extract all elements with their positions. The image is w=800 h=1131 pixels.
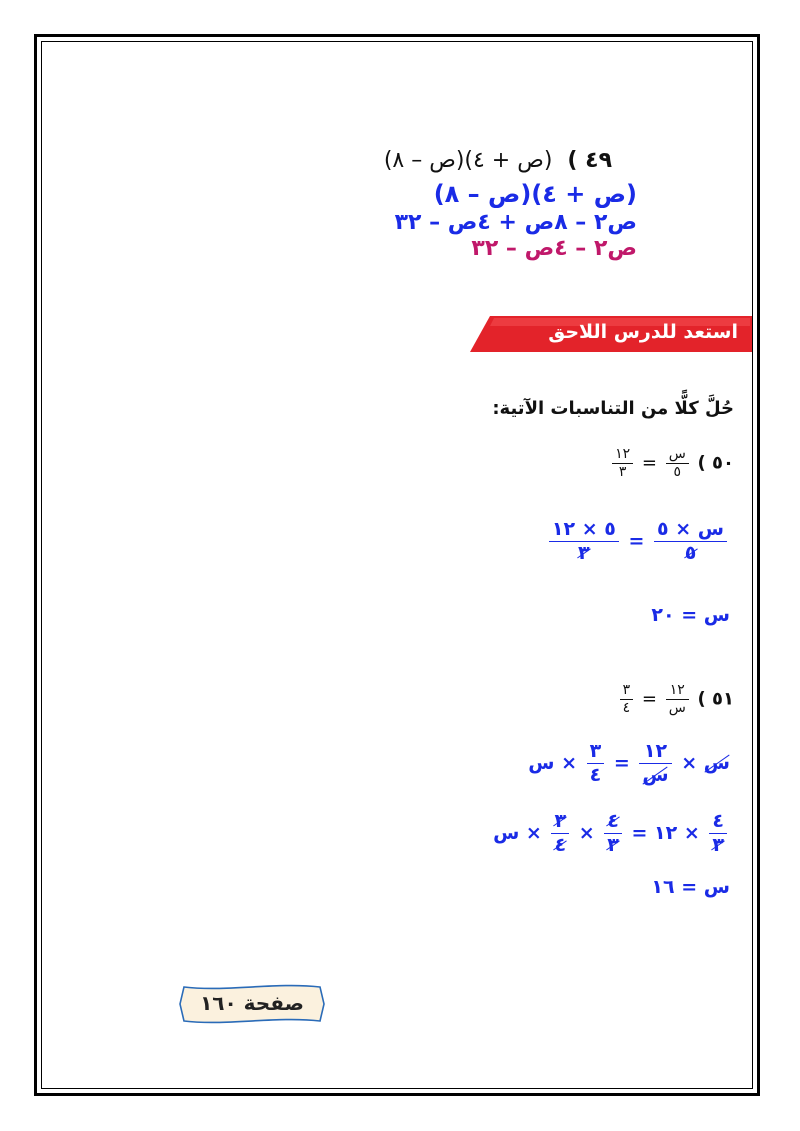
times-sign: × [525, 821, 542, 844]
problem-50-label: ٥٠ ) [697, 452, 734, 474]
page-number: صفحة ١٦٠ [200, 991, 304, 1015]
w2-f2-num: ٣ [554, 810, 567, 832]
page-number-box [176, 984, 328, 1024]
problem-49-step2: ص٢ – ٨ص + ٤ص – ٣٢ [394, 210, 637, 235]
problem-49-label: ٤٩ ) [567, 148, 612, 173]
w1-frac-b [587, 740, 605, 787]
section-banner [470, 316, 752, 352]
problem-50-work-lhs [654, 518, 727, 565]
w2-frac-a [709, 810, 727, 857]
w2-den: ٣ [712, 833, 724, 856]
problem-50-work [546, 518, 730, 565]
work-rhs-num: ٥ × ١٢ [549, 518, 619, 542]
work-lhs-num: س × ٥ [654, 518, 727, 542]
page-border-inner [41, 41, 753, 1089]
problem-50-work-rhs [549, 518, 619, 565]
work-rhs-den: ٣ [578, 541, 590, 564]
problem-50-rhs-num: ١٢ [612, 446, 633, 464]
problem-51-lhs [666, 682, 689, 717]
problem-51-rhs [620, 682, 634, 717]
w2-num: ٤ [709, 810, 727, 834]
problem-51 [617, 682, 734, 717]
problem-51-lhs-num: ١٢ [666, 682, 689, 700]
equals-sign: = [631, 821, 648, 844]
problem-49-step3: ص٢ – ٤ص – ٣٢ [471, 236, 637, 261]
equals-sign: = [641, 688, 657, 710]
problem-50-rhs-den: ٣ [618, 463, 627, 480]
w2-f2-den: ٤ [554, 833, 567, 856]
w2-s: س [493, 821, 520, 844]
equals-sign: = [641, 452, 657, 474]
w1-den: س [642, 763, 669, 786]
problem-51-rhs-den: ٤ [622, 699, 631, 716]
problem-50-lhs-num: س [666, 446, 689, 464]
w1-frac-a [639, 740, 671, 787]
problem-50-answer: س = ٢٠ [651, 604, 730, 626]
equals-sign: = [613, 751, 630, 774]
w1-num: ١٢ [639, 740, 671, 764]
problem-49-expr: (ص + ٤)(ص – ٨) [383, 148, 553, 173]
times-sign: × [681, 751, 698, 774]
w2-f1-num: ٤ [607, 810, 619, 832]
problem-50-lhs-den: ٥ [673, 463, 681, 480]
problem-50-rhs [612, 446, 633, 481]
w1-s: س [528, 751, 555, 774]
problem-51-label: ٥١ ) [697, 688, 734, 710]
w2-frac-c [551, 810, 569, 857]
times-sign: × [561, 751, 577, 774]
w1-frac-num: ٣ [587, 740, 605, 764]
problem-49-step1: (ص + ٤)(ص – ٨) [433, 180, 637, 208]
times-sign: × [578, 821, 595, 844]
problem-51-answer: س = ١٦ [651, 876, 730, 898]
equals-sign: = [628, 529, 645, 552]
work-lhs-den: ٥ [684, 541, 697, 564]
w2-frac-b [604, 810, 622, 857]
problem-51-work2 [493, 810, 730, 857]
instruction: حُلَّ كلًّا من التناسبات الآتية: [492, 398, 734, 419]
w2-mid: ١٢ [654, 821, 678, 844]
w1-s-struck: س [703, 751, 730, 774]
problem-51-work1 [528, 740, 730, 787]
section-title: استعد للدرس اللاحق [548, 321, 738, 343]
problem-50-lhs [666, 446, 689, 481]
problem-49 [384, 148, 612, 173]
w1-frac-den: ٤ [589, 763, 602, 786]
times-sign: × [683, 821, 700, 844]
w2-f1-den: ٣ [607, 833, 619, 856]
problem-51-lhs-den: س [668, 699, 686, 716]
problem-51-rhs-num: ٣ [620, 682, 634, 700]
problem-50 [609, 446, 734, 481]
